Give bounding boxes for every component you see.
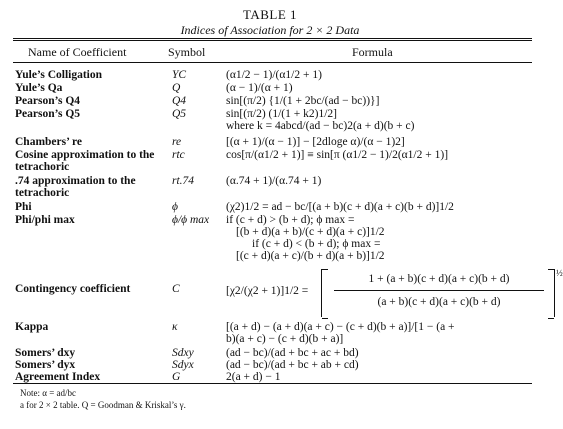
- formula-line: (χ2)1/2 = ad − bc/[(a + b)(c + d)(a + c)(b + d)]1/2: [226, 201, 454, 213]
- formula-line: [(c + d)(a + c)/(b + d)(a + b)]1/2: [236, 250, 385, 262]
- row-name: Agreement Index: [15, 371, 101, 383]
- formula-lhs: [χ2/(χ2 + 1)]1/2 =: [226, 285, 309, 297]
- row-name: Somers’ dyx: [15, 359, 76, 371]
- fraction-bar: [334, 290, 544, 291]
- contingency-formula: [226, 268, 563, 315]
- row-name: Somers’ dxy: [15, 347, 76, 359]
- row-name: .74 approximation to the tetrachoric: [15, 175, 136, 199]
- row-formula: [226, 95, 532, 107]
- row-name: Yule’s Colligation: [15, 69, 103, 81]
- top-rule: [13, 38, 532, 39]
- row-formula: [226, 371, 532, 383]
- formula-line: 2(a + d) − 1: [226, 371, 281, 383]
- table-title: TABLE 1: [242, 7, 298, 22]
- row-name: Phi: [15, 201, 32, 213]
- row-symbol: Q5: [172, 108, 187, 120]
- row-symbol: rt.74: [172, 175, 195, 187]
- row-name: Contingency coefficient: [15, 283, 131, 295]
- row-formula: [226, 214, 532, 262]
- top-rule-double: [13, 40, 532, 41]
- row-symbol: Sdxy: [172, 347, 194, 359]
- row-symbol: Q4: [172, 95, 187, 107]
- header-formula: Formula: [352, 45, 393, 59]
- row-name: Chambers’ re: [15, 136, 82, 148]
- row-formula: [226, 149, 532, 161]
- formula-line: [(α + 1)/(α − 1)] − [2dloge α)/(α − 1)2]: [226, 136, 405, 148]
- formula-line: (ad − bc)/(ad + bc + ab + cd): [226, 359, 359, 371]
- formula-line: (α1/2 − 1)/(α1/2 + 1): [226, 69, 322, 81]
- row-formula: [226, 321, 532, 345]
- table-footnote: a for 2 × 2 table. Q = Goodman & Kriskal’s γ.: [20, 400, 186, 410]
- formula-line: b)(a + c) − (c + d)(b + a)]: [226, 333, 344, 345]
- row-symbol: ϕ/ϕ max: [172, 214, 210, 226]
- row-symbol: re: [172, 136, 182, 148]
- row-name: Phi/phi max: [15, 214, 75, 226]
- row-symbol: rtc: [172, 149, 185, 161]
- row-name: Yule’s Qa: [15, 82, 63, 94]
- row-name: Pearson’s Q5: [15, 108, 81, 120]
- fraction-numerator: 1 + (a + b)(c + d)(a + c)(b + d): [368, 273, 510, 285]
- fraction-denominator: (a + b)(c + d)(a + c)(b + d): [377, 296, 501, 308]
- formula-line: cos[π/(α1/2 + 1)] ≡ sin[π (α1/2 − 1)/2(α1/2 + 1)]: [226, 149, 449, 161]
- table-note: Note: α = ad/bc: [20, 388, 77, 398]
- formula-line: (ad − bc)/(ad + bc + ac + bd): [226, 347, 359, 359]
- formula-line: where k = 4abcd/(ad − bc)2(a + d)(b + c): [226, 120, 415, 132]
- formula-line: sin[(π/2) (1/(1 + k2)1/2]: [226, 108, 337, 120]
- row-symbol: YC: [172, 69, 187, 81]
- row-symbol: κ: [172, 321, 178, 333]
- header-rule: [13, 62, 532, 63]
- header-symbol: Symbol: [168, 45, 206, 59]
- formula-line: if (c + d) < (b + d); ϕ max =: [252, 238, 381, 250]
- row-symbol: ϕ: [172, 201, 178, 213]
- row-formula: [226, 82, 532, 94]
- row-formula: [226, 201, 532, 213]
- formula-line: [(a + d) − (a + d)(a + c) − (c + d)(b + a)]/[1 − (a +: [226, 321, 455, 333]
- formula-line: if (c + d) > (b + d); ϕ max =: [226, 214, 355, 226]
- row-symbol: C: [172, 283, 180, 295]
- table-subtitle: Indices of Association for 2 × 2 Data: [180, 23, 360, 37]
- bottom-rule: [13, 383, 532, 384]
- formula-line: (α − 1)/(α + 1): [226, 82, 293, 94]
- row-formula: [226, 175, 532, 187]
- row-formula: [226, 347, 532, 359]
- row-formula: [226, 136, 532, 148]
- row-formula: [226, 69, 532, 81]
- header-name: Name of Coefficient: [28, 45, 127, 59]
- row-formula: [226, 108, 532, 132]
- formula-line: sin[(π/2) {1/(1 + 2bc/(ad − bc))}]: [226, 95, 380, 107]
- row-name: Kappa: [15, 321, 49, 333]
- row-symbol: Q: [172, 82, 181, 94]
- row-name: Pearson’s Q4: [15, 95, 81, 107]
- row-symbol: G: [172, 371, 181, 383]
- formula-line: [(b + d)(a + b)/(c + d)(a + c)]1/2: [236, 226, 385, 238]
- row-symbol: Sdyx: [172, 359, 194, 371]
- formula-line: (α.74 + 1)/(α.74 + 1): [226, 175, 322, 187]
- row-formula: [226, 359, 532, 371]
- row-name: Cosine approximation to the tetrachoric: [15, 149, 155, 173]
- fraction-exponent: ½: [556, 268, 563, 278]
